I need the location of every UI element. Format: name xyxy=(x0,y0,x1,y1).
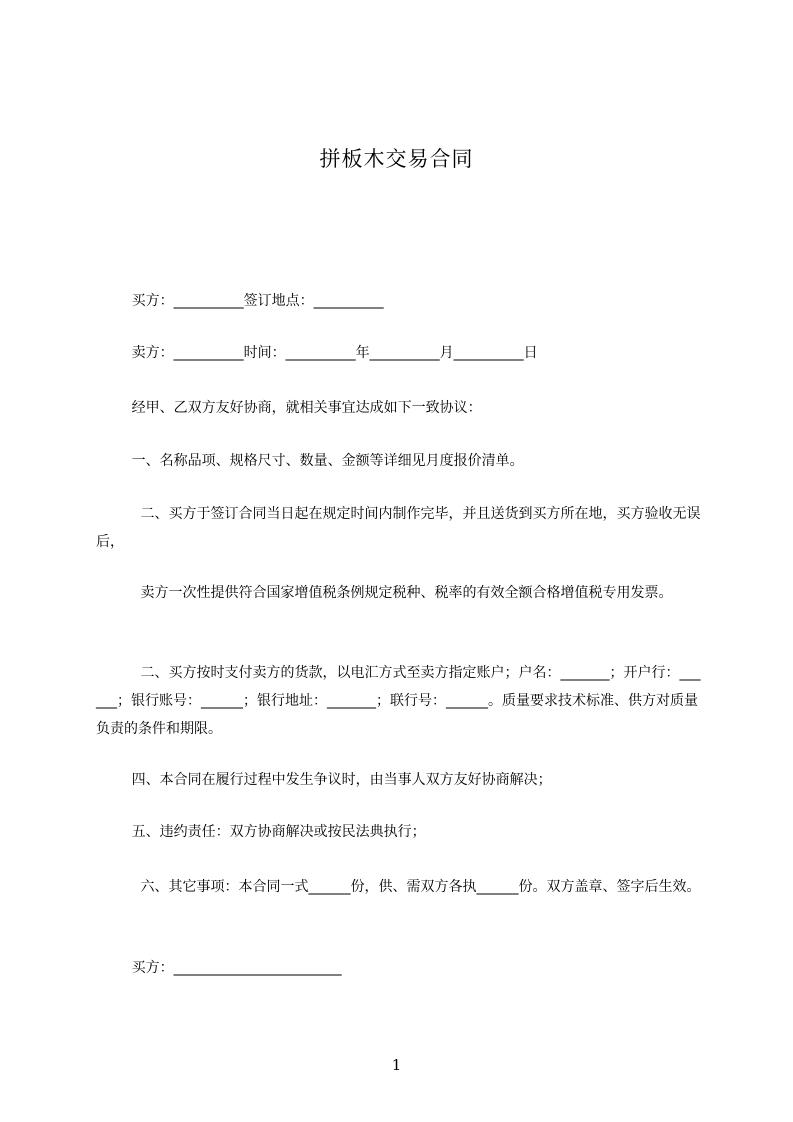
clause-2-payment: 二、买方按时支付卖方的货款，以电汇方式至卖方指定账户；户名：_______；开户行：______；银行账号：______；银行地址：_______；联行号：______。质量要求技术标准、供方对质量负责的条件和期限。 xyxy=(96,665,701,737)
clause-4-dispute: 四、本合同在履行过程中发生争议时，由当事人双方友好协商解决； xyxy=(96,772,552,788)
clause-6-other: 六、其它事项：本合同一式______份，供、需双方各执______份。双方盖章、签字后生效。 xyxy=(96,879,701,895)
seller-date-line: 卖方：__________时间：__________年__________月__________日 xyxy=(96,345,538,361)
buyer-signing-place-line: 买方：__________签订地点：__________ xyxy=(96,293,384,309)
agreement-intro: 经甲、乙双方友好协商，就相关事宜达成如下一致协议： xyxy=(96,400,482,416)
clause-2-delivery: 二、买方于签订合同当日起在规定时间内制作完毕，并且送货到买方所在地，买方验收无误后， xyxy=(96,506,701,550)
page-number: 1 xyxy=(391,1056,402,1074)
clause-5-liability: 五、违约责任：双方协商解决或按民法典执行； xyxy=(96,824,426,840)
clause-invoice: 卖方一次性提供符合国家增值税条例规定税种、税率的有效全额合格增值税专用发票。 xyxy=(96,585,673,601)
buyer-signature-line: 买方：________________________ xyxy=(96,960,342,976)
clause-1: 一、名称品项、规格尺寸、数量、金额等详细见月度报价清单。 xyxy=(96,453,524,469)
document-title: 拼板木交易合同 xyxy=(319,147,474,171)
